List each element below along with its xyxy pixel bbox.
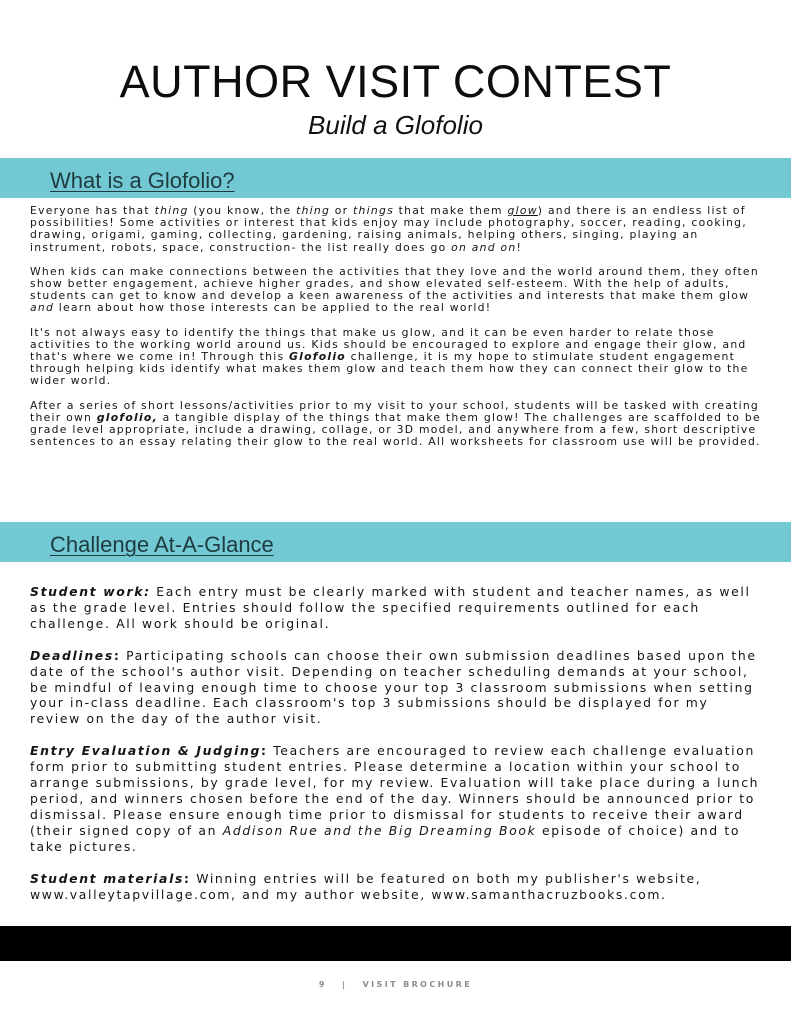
paragraph-identify: It's not always easy to identify the things that make us glow, and it can be even harder to relate those activities to the working world around us. Kids should be encouraged to explore and engage their glow, and that's where we come in! Through this Glofolio challenge, it is my hope to stimulate student engagement through helping kids identify what makes them glow and teach them how they can connect their glow to the wider world. <box>30 325 749 388</box>
footer-separator: | <box>342 980 348 989</box>
paragraph-intro: Everyone has that thing (you know, the thing or things that make them glow) and there is an endless list of possibilities! Some activities or interest that kids enjoy may include photography, soccer, reading, cooking, drawing, origami, gaming, collecting, gardening, raising animals, helping others, singing, playing an instrument, robots, space, construction- the list really does go on and on! <box>30 204 747 254</box>
section-heading-challenge: Challenge At-A-Glance <box>50 532 274 557</box>
page-footer <box>0 980 791 989</box>
paragraph-connections: When kids can make connections between the activities that they love and the world around them, they often show better engagement, achieve higher grades, and show elevated self-esteem. With the help of adults, students can get to know and develop a keen awareness of the activities and interests that make them glow and learn about how those interests can be applied to the real world! <box>30 264 759 315</box>
item-materials: Student materials: Winning entries will be featured on both my publisher's website, www.valleytapvillage.com, and my author website, www.samanthacruzbooks.com. <box>30 870 702 902</box>
footer-label: VISIT BROCHURE <box>362 980 473 989</box>
item-evaluation: Entry Evaluation & Judging: Teachers are encouraged to review each challenge evaluation form prior to submitting student entries. Please determine a location within your school to arrange submissions, by grade level, for my review. Evaluation will take place during a lunch period, and winners chosen before the end of the day. Winners should be announced prior to dismissal. Please ensure enough time prior to dismissal for students to receive their award (their signed copy of an Addison Rue and the Big Dreaming Book episode of choice) and to take pictures. <box>30 743 760 854</box>
page-title: AUTHOR VISIT CONTEST <box>119 56 672 107</box>
section-heading-what-is: What is a Glofolio? <box>50 168 235 193</box>
section-what-is-body <box>30 205 770 460</box>
section-challenge-body <box>30 584 760 918</box>
item-deadlines: Deadlines: Participating schools can choose their own submission deadlines based upon the date of the school's author visit. Depending on teacher scheduling demands at your school, be mindful of leaving enough time to choose your top 3 classroom submissions when setting your in-class deadline. Each classroom's top 3 submissions should be displayed for my review on the day of the author visit. <box>30 647 757 727</box>
section-band-what-is <box>0 158 791 198</box>
page-subtitle: Build a Glofolio <box>308 110 483 140</box>
paragraph-lessons: After a series of short lessons/activities prior to my visit to your school, students will be tasked with creating their own glofolio, a tangible display of the things that make them glow! The challenges are scaffolded to be grade level appropriate, include a drawing, collage, or 3D model, and anywhere from a few, short descriptive sentences to an essay relating their glow to the real world. All worksheets for classroom use will be provided. <box>30 398 761 449</box>
item-student-work: Student work: Each entry must be clearly marked with student and teacher names, as well as the grade level. Entries should follow the specified requirements outlined for each challenge. All work should be original. <box>30 584 751 631</box>
page-number: 9 <box>318 980 327 989</box>
footer-black-bar <box>0 926 791 961</box>
section-band-challenge <box>0 522 791 562</box>
